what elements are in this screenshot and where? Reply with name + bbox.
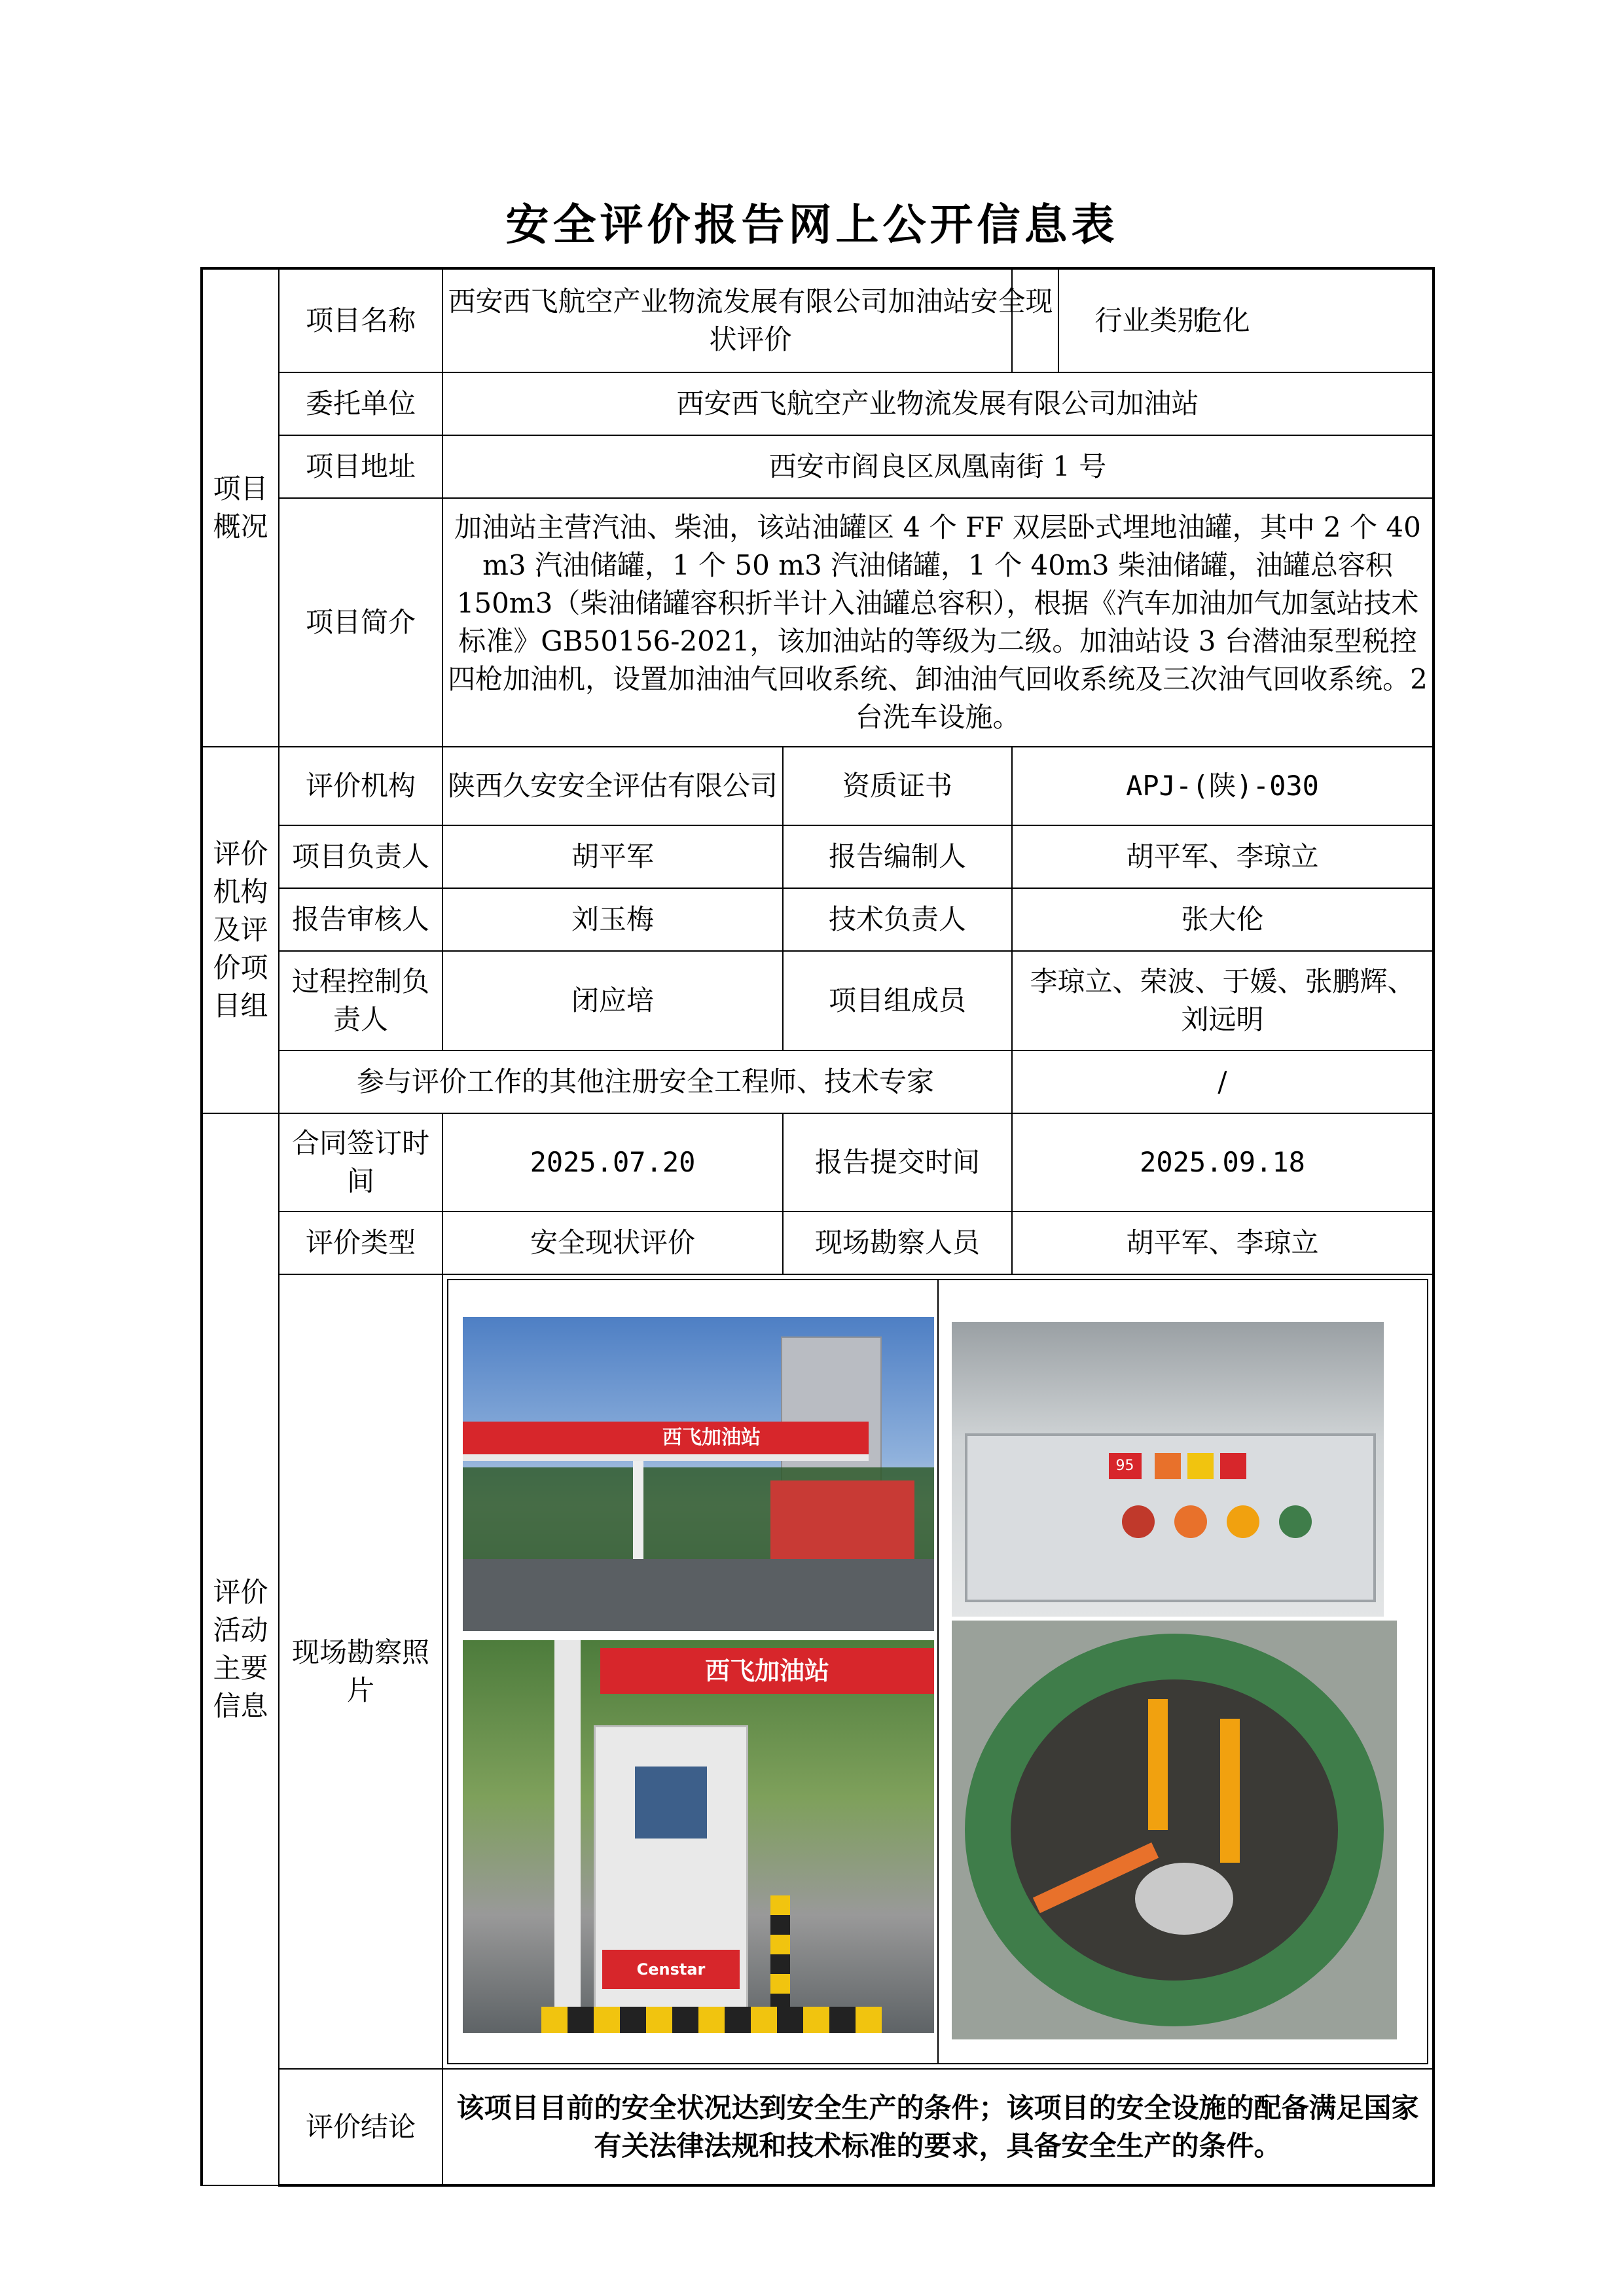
riser-pipe-1 [1148,1699,1168,1830]
riser-pipe-2 [1220,1719,1240,1863]
photos-label: 现场勘察照片 [279,1274,442,2069]
author-value: 胡平军、李琼立 [1012,825,1434,888]
author-label: 报告编制人 [783,825,1012,888]
well-interior [1011,1679,1338,1981]
surveyors-label: 现场勘察人员 [783,1211,1012,1274]
site-photos [447,1279,1428,2064]
photo-unloading-box [952,1322,1384,1617]
conclusion-text: 该项目目前的安全状况达到安全生产的条件；该项目的安全设施的配备满足国家有关法律法规和技术标准的要求，具备安全生产的条件。 [442,2069,1434,2185]
island-curb [541,2007,882,2033]
dispenser-display [635,1767,707,1839]
client-label: 委托单位 [279,372,442,435]
industry-label: 行业类别 [1094,304,1205,336]
members-value: 李琼立、荣波、于媛、张鹏辉、刘远明 [1012,951,1434,1050]
info-table [200,267,1435,2187]
contract-value: 2025.07.20 [442,1113,783,1211]
fuel-dispenser [594,1725,748,2011]
members-label: 项目组成员 [783,951,1012,1050]
client-value: 西安西飞航空产业物流发展有限公司加油站 [442,372,1434,435]
section-activity-label: 评价活动主要信息 [202,1113,279,2185]
summary-label: 项目简介 [279,498,442,747]
canopy-sign-1: 西飞加油站 [463,1422,869,1454]
summary-text: 加油站主营汽油、柴油，该站油罐区 4 个 FF 双层卧式埋地油罐，其中 2 个 40 m3 汽油储罐，1 个 50 m3 汽油储罐，1 个 40m3 柴油储罐，油罐总容积 150m3（柴油储罐容积折半计入油罐总容积），根据《汽车加油加气加氢站技术标准》GB50156-2021，该加油站的等级为二级。加油站设 3 台潜油泵型税控四枪加油机，设置加油油气回收系统、卸油油气回收系统及三次油气回收系统。2 台洗车设施。 [442,498,1434,747]
valve-green [1279,1505,1312,1538]
valve-orange [1174,1505,1207,1538]
submit-label: 报告提交时间 [783,1113,1012,1211]
process-label: 过程控制负责人 [279,951,442,1050]
surveyors-value: 胡平军、李琼立 [1012,1211,1434,1274]
others-value: / [1012,1050,1434,1113]
reviewer-label: 报告审核人 [279,888,442,951]
tech-label: 技术负责人 [783,888,1012,951]
fuel-tag: 95 [1109,1453,1142,1479]
project-name: 西安西飞航空产业物流发展有限公司加油站安全现状评价 [443,270,1058,372]
cert-value: APJ-(陕)-030 [1012,747,1434,825]
canopy-sign-2: 西飞加油站 [600,1648,934,1694]
process-value: 闭应培 [442,951,783,1050]
contract-label: 合同签订时间 [279,1113,442,1211]
address-label: 项目地址 [279,435,442,498]
photo-column-left [448,1280,939,2063]
type-value: 安全现状评价 [442,1211,783,1274]
industry-value: 危化 [1012,268,1434,372]
section-team-label: 评价机构及评价项目组 [202,747,279,1113]
tech-value: 张大伦 [1012,888,1434,951]
type-label: 评价类型 [279,1211,442,1274]
valve-yellow [1227,1505,1259,1538]
photo-station-canopy [463,1317,934,1631]
photo-tank-well [952,1621,1397,2039]
safety-bollard [770,1895,790,2013]
valve-red [1122,1505,1155,1538]
org-label: 评价机构 [279,747,442,825]
address-value: 西安市阎良区凤凰南街 1 号 [442,435,1434,498]
manhole-lid [1135,1863,1233,1935]
section-overview-label: 项目概况 [202,268,279,747]
org-value: 陕西久安安全评估有限公司 [442,747,783,825]
photo-column-right [939,1280,1428,2063]
dispenser-brand: Censtar [602,1950,740,1989]
reviewer-value: 刘玉梅 [442,888,783,951]
cert-label: 资质证书 [783,747,1012,825]
forecourt [463,1559,934,1631]
leader-value: 胡平军 [442,825,783,888]
others-label: 参与评价工作的其他注册安全工程师、技术专家 [279,1050,1012,1113]
page-title: 安全评价报告网上公开信息表 [505,199,1119,250]
photo-dispenser [463,1640,934,2033]
conclusion-label: 评价结论 [279,2069,442,2185]
project-name-label: 项目名称 [279,268,442,372]
submit-value: 2025.09.18 [1012,1113,1434,1211]
leader-label: 项目负责人 [279,825,442,888]
shop-building [770,1480,914,1559]
